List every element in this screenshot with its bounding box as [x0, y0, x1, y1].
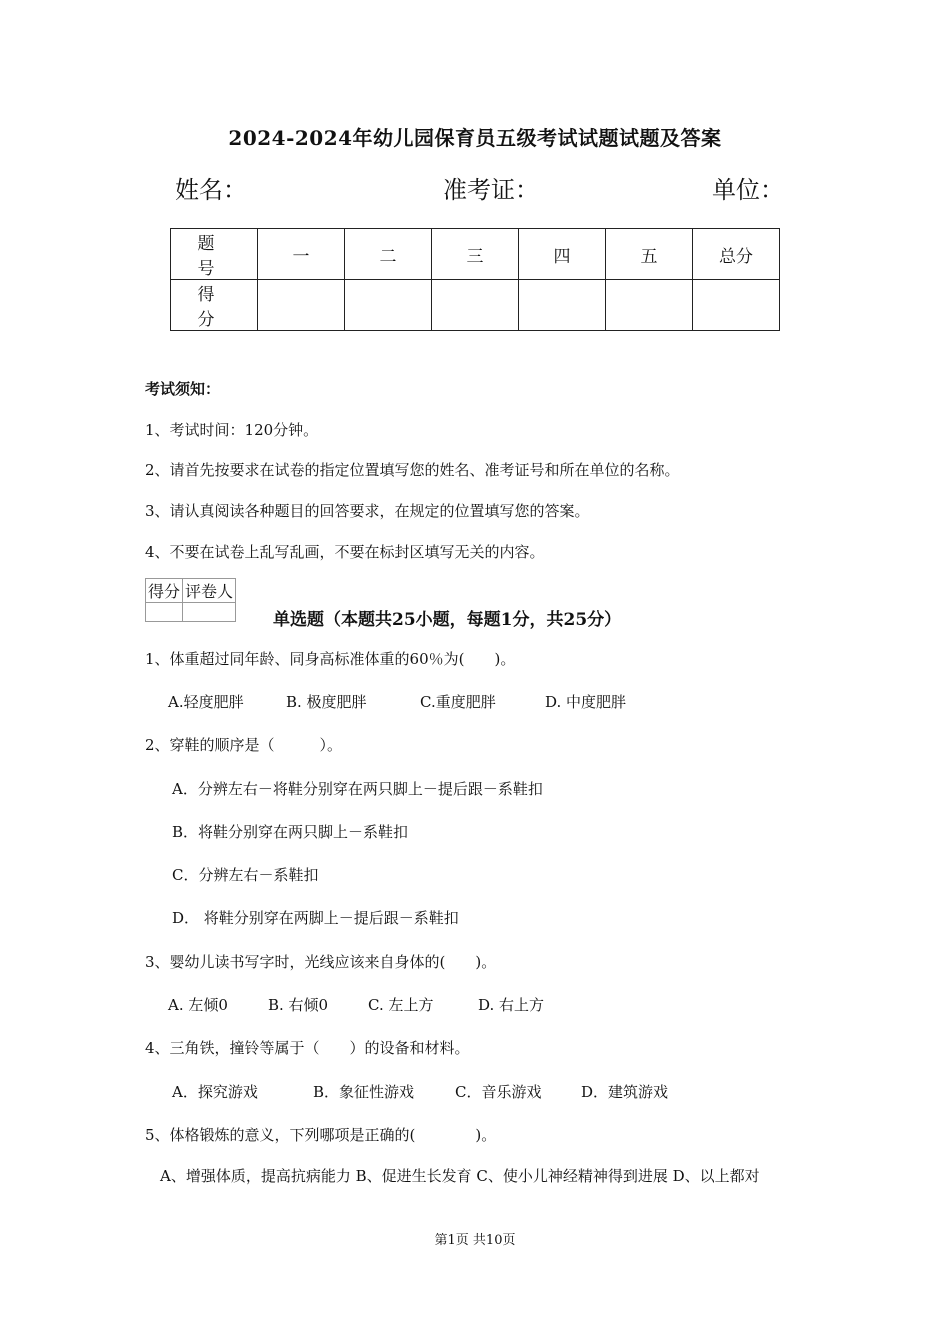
score-table-score-row: [171, 280, 780, 331]
notice-item: 3、请认真阅读各种题目的回答要求，在规定的位置填写您的答案。: [145, 502, 590, 520]
exam-number-label: 准考证：: [443, 176, 539, 204]
question-stem: 5、体格锻炼的意义，下列哪项是正确的( )。: [145, 1126, 497, 1144]
score-table-header-cell: 五: [606, 229, 693, 280]
grader-box: [145, 578, 236, 622]
question-stem: 3、婴幼儿读书写字时，光线应该来自身体的( )。: [145, 953, 497, 971]
option: B．象征性游戏: [313, 1083, 415, 1101]
grader-reviewer-label: 评卷人: [183, 579, 236, 603]
option: C．音乐游戏: [455, 1083, 542, 1101]
score-table-header-cell: 一: [258, 229, 345, 280]
score-table-header-cell: 总分: [693, 229, 780, 280]
unit-label: 单位：: [712, 176, 784, 204]
option: C. 左上方: [368, 996, 434, 1014]
option: B. 右倾0: [268, 996, 329, 1014]
grader-score-cell[interactable]: [146, 603, 183, 622]
score-table-header-cell: 三: [432, 229, 519, 280]
page-title: 2024-2024年幼儿园保育员五级考试试题试题及答案: [228, 126, 722, 150]
option: C.重度肥胖: [420, 693, 496, 711]
notice-item: 2、请首先按要求在试卷的指定位置填写您的姓名、准考证号和所在单位的名称。: [145, 461, 680, 479]
score-row-label: 得 分: [171, 280, 258, 331]
score-input-cell[interactable]: [693, 280, 780, 331]
score-input-cell[interactable]: [519, 280, 606, 331]
section-title: 单选题（本题共25小题，每题1分，共25分）: [273, 610, 622, 630]
question-stem: 2、穿鞋的顺序是（ ）。: [145, 736, 343, 754]
option: D. 中度肥胖: [545, 693, 627, 711]
option: A. 左倾0: [168, 996, 228, 1014]
score-table-header-cell: 题 号: [171, 229, 258, 280]
option: D. 右上方: [478, 996, 545, 1014]
option: D．建筑游戏: [581, 1083, 669, 1101]
notice-title: 考试须知：: [145, 380, 221, 398]
answer-line: A、增强体质，提高抗病能力 B、促进生长发育 C、使小儿神经精神得到进展 D、以上都对: [145, 1167, 760, 1185]
option: A.轻度肥胖: [168, 693, 244, 711]
page-footer: 第1页 共10页: [434, 1233, 516, 1248]
score-table-header-cell: 四: [519, 229, 606, 280]
name-label: 姓名：: [175, 176, 247, 204]
question-stem: 4、三角铁，撞铃等属于（ ）的设备和材料。: [145, 1039, 470, 1057]
option: A．探究游戏: [172, 1083, 258, 1101]
score-input-cell[interactable]: [432, 280, 519, 331]
score-input-cell[interactable]: [606, 280, 693, 331]
notice-item: 1、考试时间：120分钟。: [145, 421, 319, 439]
option: A．分辨左右－将鞋分别穿在两只脚上－提后跟－系鞋扣: [172, 780, 543, 798]
question-stem: 1、体重超过同年龄、同身高标准体重的60％为( )。: [145, 650, 516, 668]
score-input-cell[interactable]: [345, 280, 432, 331]
grader-reviewer-cell[interactable]: [183, 603, 236, 622]
option: B．将鞋分别穿在两只脚上－系鞋扣: [172, 823, 409, 841]
score-table: [170, 228, 780, 331]
notice-item: 4、不要在试卷上乱写乱画，不要在标封区填写无关的内容。: [145, 543, 545, 561]
option: D． 将鞋分别穿在两脚上－提后跟－系鞋扣: [172, 909, 459, 927]
grader-score-label: 得分: [146, 579, 183, 603]
score-table-header-cell: 二: [345, 229, 432, 280]
option: B. 极度肥胖: [286, 693, 367, 711]
option: C．分辨左右－系鞋扣: [172, 866, 319, 884]
score-table-header-row: [171, 229, 780, 280]
score-input-cell[interactable]: [258, 280, 345, 331]
